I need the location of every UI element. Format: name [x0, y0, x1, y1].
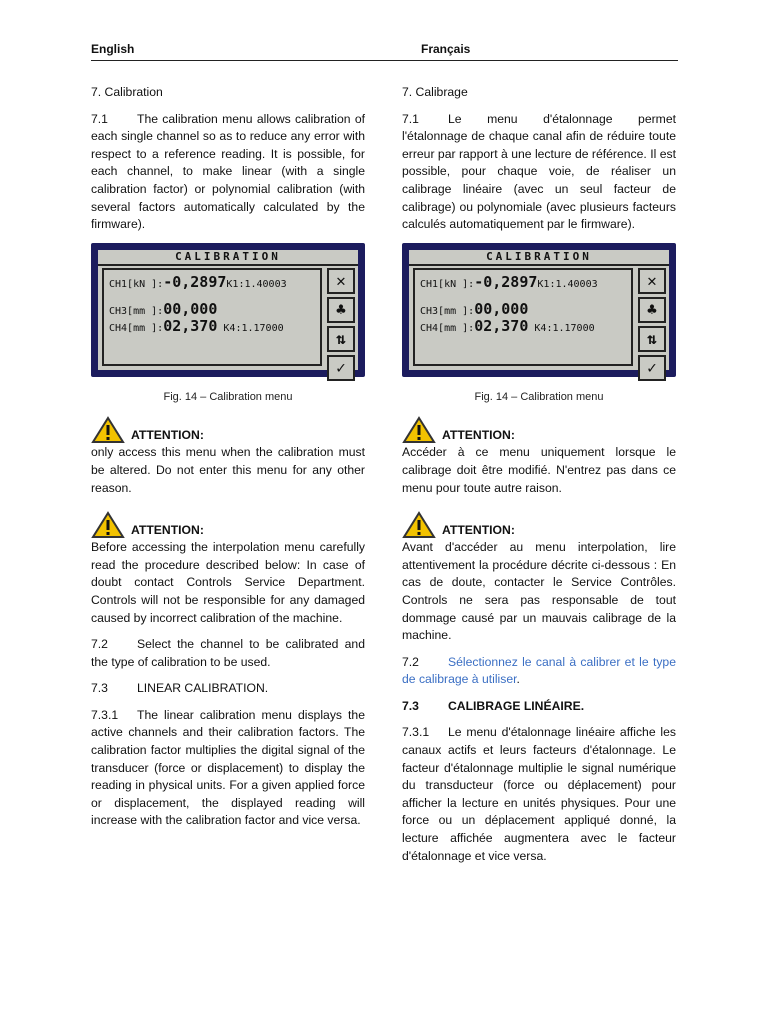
attention-notice	[402, 416, 676, 444]
lcd-row-ch4: CH4[mm ]:02,370 K4:1.17000	[109, 316, 284, 335]
english-column	[91, 84, 365, 839]
lcd-title: CALIBRATION	[98, 250, 358, 266]
lcd-row-ch3: CH3[mm ]:00,000	[420, 299, 529, 318]
paragraph-number: 7.1	[91, 111, 108, 126]
paragraph-period: .	[516, 672, 520, 687]
paragraph-7-3-1	[91, 707, 365, 830]
paragraph-7-3	[402, 698, 676, 716]
attention-notice	[91, 416, 365, 444]
paragraph-number: 7.1	[402, 111, 419, 126]
figure-caption: Fig. 14 – Calibration menu	[163, 390, 293, 403]
attention-text: Accéder à ce menu uniquement lorsque le calibrage doit être modifié. N'entrez pas dans ce menu pour toute autre raison.	[402, 445, 676, 495]
attention-text: Avant d'accéder au menu interpolation, lire attentivement la procédure décrite ci-dessous : En cas de doute, contacter le Service Contrôles. Controls ne sera pas responsable de tout dommage causé par un mauvais calibrage de la machine.	[402, 540, 676, 643]
checkmark-icon: ✓	[327, 355, 355, 381]
close-icon: ✕	[327, 268, 355, 294]
lcd-row-ch4: CH4[mm ]:02,370 K4:1.17000	[420, 316, 595, 335]
warning-triangle-icon	[91, 416, 125, 444]
calibration-figure	[402, 243, 676, 407]
section-title: 7. Calibration	[91, 85, 163, 99]
paragraph-number: 7.3.1	[402, 725, 430, 740]
paragraph-number: 7.2	[402, 654, 419, 669]
paragraph-text: Le menu d'étalonnage permet l'étalonnage de chaque canal afin de réduire toute erreur par rapport à une lecture de référence. Il est possible, pour chaque voie, de réaliser un calibrage linéaire (avec un seul facteur de calibrage) ou polynomiale (avec plusieurs facteurs calculés automatiquement par le firmware).	[402, 111, 676, 232]
attention-text: Before accessing the interpolation menu carefully read the procedure described below: In case of doubt contact Controls Service Department. Controls will not be responsible for any damaged caused by incorrect calibration of the machine.	[91, 540, 365, 625]
paragraph-7-1	[91, 111, 365, 234]
lcd-screen	[409, 249, 669, 377]
attention-label: ATTENTION:	[131, 522, 204, 537]
paragraph-text: LINEAR CALIBRATION.	[137, 681, 269, 696]
calibration-figure	[91, 243, 365, 407]
paragraph-7-3-1	[402, 724, 676, 865]
lcd-channel-list	[102, 268, 322, 366]
lcd-row-ch1: CH1[kN ]:-0,2897K1:1.40003	[109, 272, 287, 291]
attention-notice	[402, 511, 676, 539]
bell-icon: ♣	[638, 297, 666, 323]
checkmark-icon: ✓	[638, 355, 666, 381]
lcd-screen	[98, 249, 358, 377]
warning-triangle-icon	[402, 511, 436, 539]
paragraph-text: CALIBRAGE LINÉAIRE.	[448, 698, 585, 713]
lcd-row-ch3: CH3[mm ]:00,000	[109, 299, 218, 318]
paragraph-text: Sélectionnez le canal à calibrer et le type de calibrage à utiliser	[402, 654, 676, 687]
paragraph-text: The calibration menu allows calibration of each single channel so as to reduce any error with respect to a reference reading. It is possible, for each channel, to make linear (with a single calibration factor) or polynomial calibration (with several factors automatically calculated by the firmware).	[91, 111, 365, 232]
paragraph-number: 7.3.1	[91, 707, 119, 722]
swap-arrows-icon: ⇅	[638, 326, 666, 352]
header-english: English	[91, 42, 135, 56]
paragraph-number: 7.2	[91, 637, 108, 652]
lcd-side-buttons	[327, 268, 355, 384]
paragraph-text: The linear calibration menu displays the active channels and their calibration factors. The calibration factor multiplies the digital signal of the transducer (force or displacement) to display the reading in physical units. For a given applied force or displacement, the displayed reading will increase with the calibration factor and vice versa.	[91, 707, 365, 828]
figure-caption: Fig. 14 – Calibration menu	[474, 390, 604, 403]
attention-label: ATTENTION:	[442, 427, 515, 442]
attention-label: ATTENTION:	[442, 522, 515, 537]
paragraph-number: 7.3	[402, 698, 419, 713]
swap-arrows-icon: ⇅	[327, 326, 355, 352]
paragraph-number: 7.3	[91, 681, 108, 696]
lcd-side-buttons	[638, 268, 666, 384]
lcd-channel-list	[413, 268, 633, 366]
header-french: Français	[421, 42, 471, 56]
warning-triangle-icon	[402, 416, 436, 444]
attention-notice	[91, 511, 365, 539]
attention-label: ATTENTION:	[131, 427, 204, 442]
paragraph-text: Select the channel to be calibrated and the type of calibration to be used.	[91, 637, 365, 669]
paragraph-7-2	[91, 636, 365, 671]
bell-icon: ♣	[327, 297, 355, 323]
section-title: 7. Calibrage	[402, 85, 468, 99]
paragraph-7-2	[402, 654, 676, 689]
warning-triangle-icon	[91, 511, 125, 539]
attention-text: only access this menu when the calibration must be altered. Do not enter this menu for any other reason.	[91, 445, 365, 495]
lcd-screen-frame	[91, 243, 365, 377]
close-icon: ✕	[638, 268, 666, 294]
page-header	[91, 42, 678, 61]
lcd-screen-frame	[402, 243, 676, 377]
lcd-title: CALIBRATION	[409, 250, 669, 266]
lcd-row-ch1: CH1[kN ]:-0,2897K1:1.40003	[420, 272, 598, 291]
french-column	[402, 84, 676, 874]
paragraph-7-1	[402, 111, 676, 234]
paragraph-7-3	[91, 680, 365, 698]
paragraph-text: Le menu d'étalonnage linéaire affiche les canaux actifs et leurs facteurs d'étalonnage. Le facteur d'étalonnage multiplie le signal numérique du transducteur (force ou déplacement) pour afficher la lecture en unités physiques. Pour une force ou un déplacement appliqué donné, la lecture affichée augmentera avec le facteur d'étalonnage et vice versa.	[402, 725, 676, 863]
